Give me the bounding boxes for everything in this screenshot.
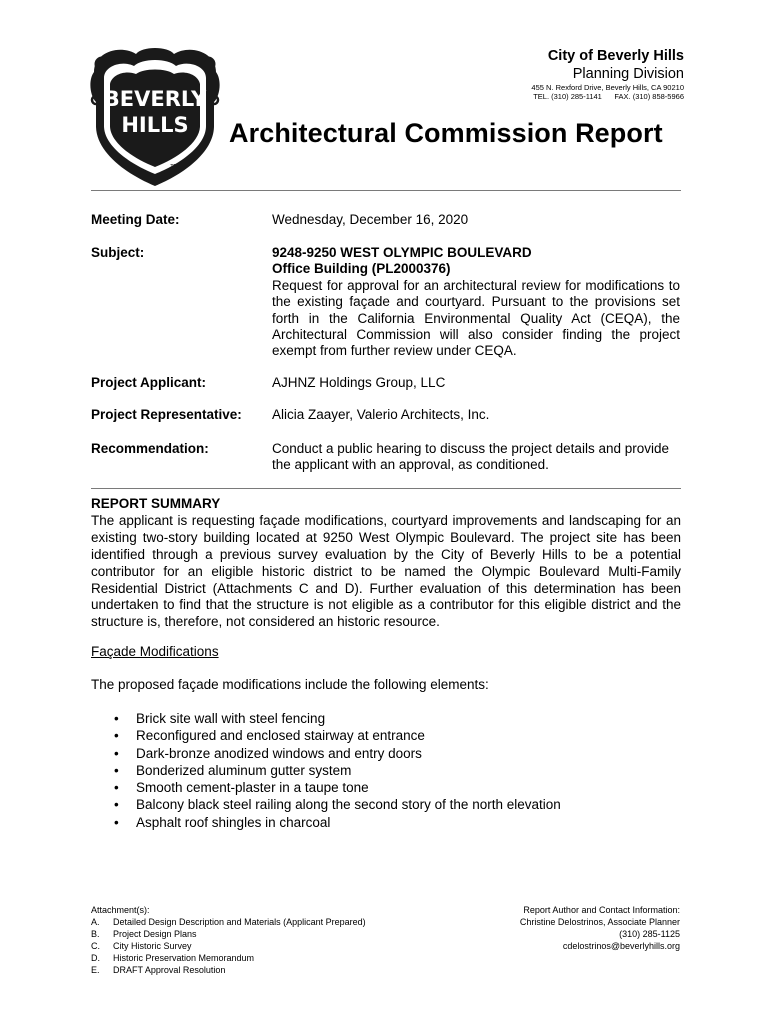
list-item: • Asphalt roof shingles in charcoal	[114, 814, 331, 830]
header-city: City of Beverly Hills	[547, 48, 684, 64]
applicant-value: AJHNZ Holdings Group, LLC	[272, 375, 446, 390]
facade-elements-list	[114, 710, 561, 831]
recommendation-label: Recommendation:	[91, 441, 209, 456]
recommendation-value: Conduct a public hearing to discuss the project details and provide the applicant with an approval, as conditioned.	[272, 441, 669, 473]
attachment-item: E. DRAFT Approval Resolution	[91, 965, 226, 975]
contact-phone: (310) 285-1125	[619, 929, 680, 939]
header-divider	[91, 190, 681, 191]
attachment-item: D. Historic Preservation Memorandum	[91, 953, 255, 963]
report-summary-heading: REPORT SUMMARY	[91, 496, 221, 511]
contact-block	[520, 904, 680, 952]
attachment-item: B. Project Design Plans	[91, 929, 197, 939]
facade-heading-text: Façade Modifications	[91, 644, 219, 659]
header-phone: TEL. (310) 285-1141	[533, 92, 602, 101]
list-item: • Dark-bronze anodized windows and entry doors	[114, 745, 422, 761]
report-title: Architectural Commission Report	[229, 118, 663, 148]
bullet-icon: •	[114, 745, 119, 761]
bullet-icon: •	[114, 797, 119, 813]
bullet-icon: •	[114, 762, 119, 778]
bullet-icon: •	[114, 711, 119, 726]
subject-block	[272, 245, 680, 360]
bullet-icon: •	[114, 814, 119, 830]
list-item: • Brick site wall with steel fencing	[114, 711, 326, 726]
facade-heading	[91, 644, 681, 661]
summary-divider	[91, 488, 681, 489]
list-item: • Reconfigured and enclosed stairway at entrance	[114, 728, 425, 744]
facade-intro: The proposed façade modifications include the following elements:	[91, 677, 489, 692]
report-summary-text: The applicant is requesting façade modifications, courtyard improvements and landscaping for an existing two-story building located at 9250 West Olympic Boulevard. The project site has been identified through a previous survey evaluation by the City of Beverly Hills to be a potential contributor for an eligible historic district to be named the Olympic Boulevard Multi-Family Residential District (Attachments C and D). Further evaluation of this determination has been undertaken to find that the structure is not eligible as a contributor for this eligible district and the structure is, therefore, not considered an historic resource.	[91, 512, 681, 630]
report-summary	[91, 496, 681, 631]
attachments-heading: Attachment(s):	[91, 905, 150, 915]
header-division: Planning Division	[572, 66, 684, 82]
logo-text-beverly: BEVERLY	[103, 87, 207, 111]
bullet-icon: •	[114, 780, 119, 796]
subject-description: Request for approval for an architectural review for modifications to the existing façade and courtyard. Pursuant to the provisions set forth in the California Environmental Quality Act (CEQA), the Architectural Commission will also consider finding the project exempt from further review under CEQA.	[272, 277, 680, 359]
subject-project: Office Building (PL2000376)	[272, 261, 451, 277]
header-address: 455 N. Rexford Drive, Beverly Hills, CA 90210	[531, 83, 684, 92]
contact-heading: Report Author and Contact Information:	[523, 905, 680, 915]
contact-email[interactable]: cdelostrinos@beverlyhills.org	[562, 941, 680, 951]
list-item: • Balcony black steel railing along the second story of the north elevation	[114, 797, 561, 813]
meeting-date-value: Wednesday, December 16, 2020	[272, 212, 469, 227]
attachments-block	[91, 904, 366, 976]
header-fax: FAX. (310) 858-5966	[614, 92, 684, 101]
attachment-item: C. City Historic Survey	[91, 941, 192, 951]
list-item: • Bonderized aluminum gutter system	[114, 762, 352, 778]
representative-value: Alicia Zaayer, Valerio Architects, Inc.	[272, 407, 490, 422]
representative-label: Project Representative:	[91, 407, 242, 422]
list-item: • Smooth cement-plaster in a taupe tone	[114, 780, 369, 796]
header-address-block	[531, 83, 684, 101]
attachment-item: A. Detailed Design Description and Materials (Applicant Prepared)	[91, 917, 366, 927]
subject-address: 9248-9250 WEST OLYMPIC BOULEVARD	[272, 245, 532, 260]
subject-label: Subject:	[91, 245, 145, 260]
beverly-hills-shield-logo	[80, 40, 230, 190]
logo-text-hills: HILLS	[121, 113, 189, 137]
applicant-label: Project Applicant:	[91, 375, 207, 390]
contact-name: Christine Delostrinos, Associate Planner	[519, 917, 680, 927]
meeting-date-label: Meeting Date:	[91, 212, 180, 227]
logo-trademark: TM	[170, 164, 178, 170]
bullet-icon: •	[114, 728, 119, 744]
